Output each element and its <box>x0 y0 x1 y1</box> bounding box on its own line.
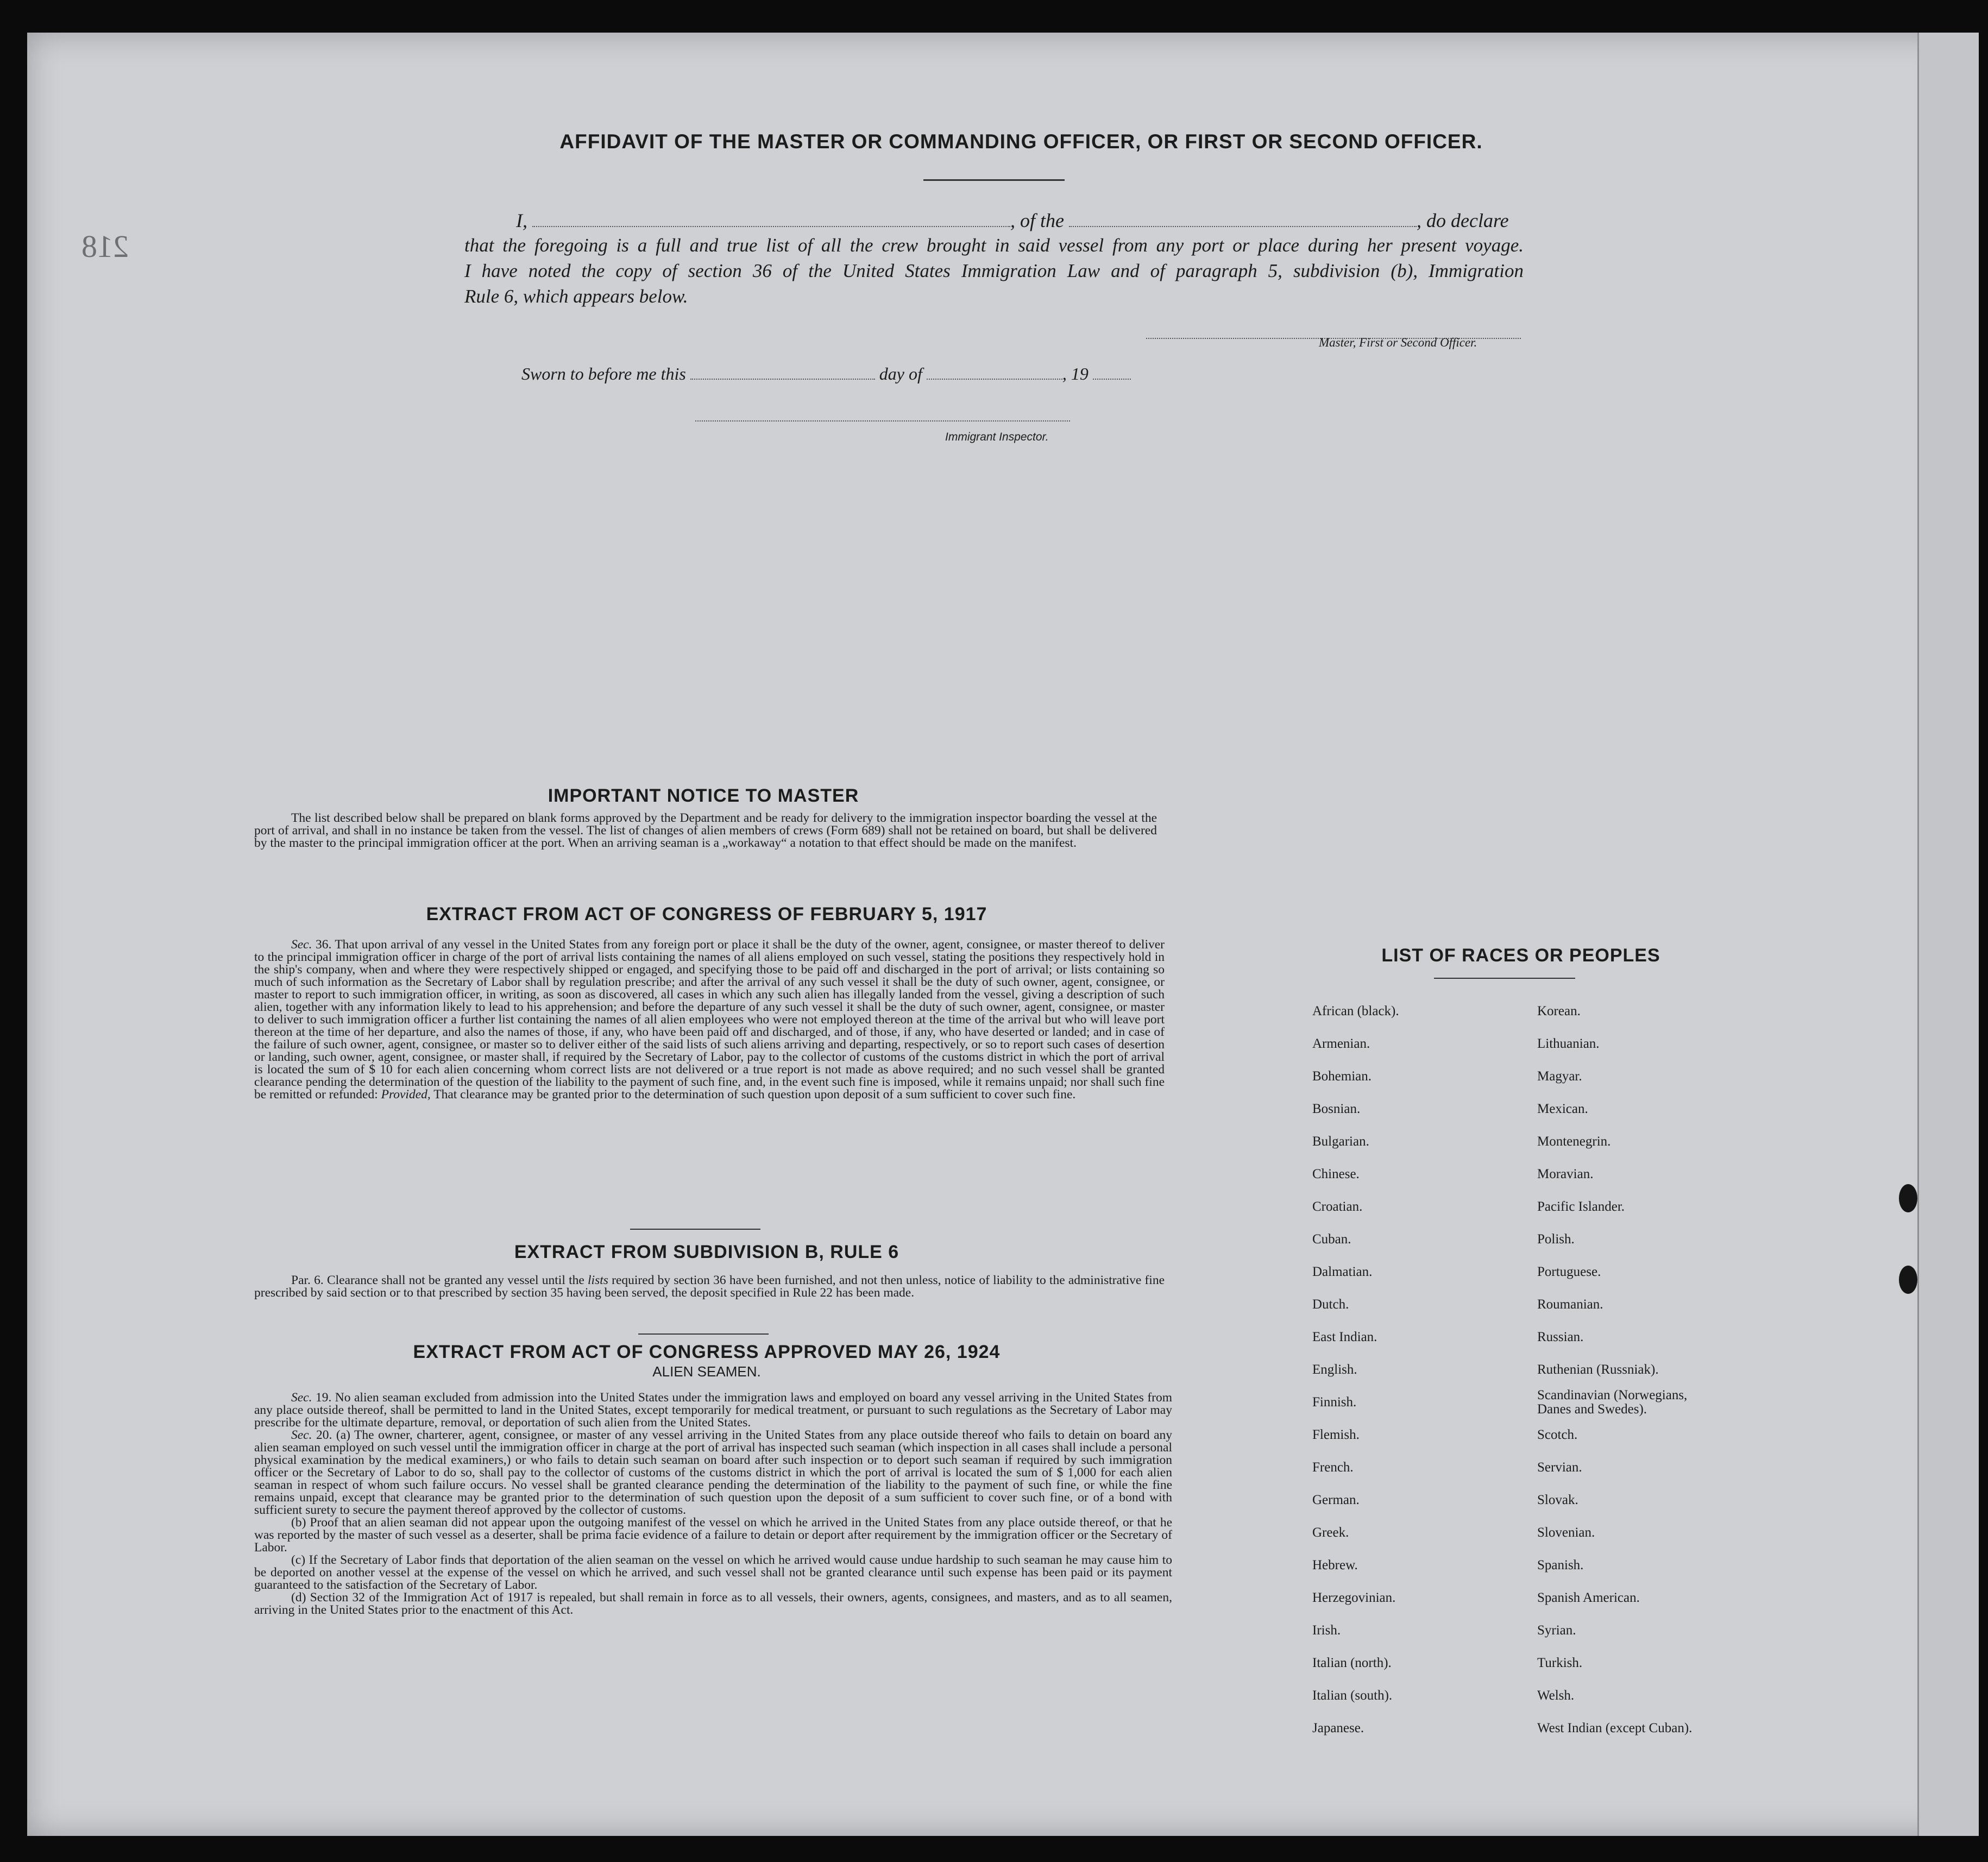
race-item: African (black). <box>1312 1004 1399 1018</box>
sec-20a-body: 20. (a) The owner, charterer, agent, consignee, or master of any vessel arriving in the United States from any place outside thereof who fails to detain on board any alien seaman employed on such vessel until the immigration officer in charge at the port of arrival has inspected such seaman (which inspection in all cases shall include a personal physical examination by the medical examiners,) or who fails to detain such seaman on board after such inspection or to deport such seaman if required by such immigration officer or the Secretary of Labor to do so, shall pay to the collector of customs of the customs district in which the port of arrival is located the sum of $ 1,000 for each alien seaman in respect of whom such failure occurs. No vessel shall be granted clearance pending the determination of the liability to the payment of such fine, or while the fine remains unpaid, except that clearance may be granted prior to the determination of such question upon the deposit of a sum sufficient to cover such fine, or of a bond with sufficient surety to secure the payment thereof approved by the collector of customs. <box>254 1428 1172 1517</box>
race-item: Montenegrin. <box>1537 1134 1611 1149</box>
sworn-day-field[interactable] <box>690 366 875 380</box>
rule-6-lists-word: lists <box>588 1273 608 1287</box>
race-item: Cuban. <box>1312 1232 1351 1247</box>
race-item: Italian (north). <box>1312 1656 1392 1670</box>
race-item: Polish. <box>1537 1232 1575 1247</box>
extract-1924-text <box>254 1392 1172 1616</box>
race-item: Finnish. <box>1312 1395 1357 1410</box>
race-item: Magyar. <box>1537 1069 1582 1084</box>
race-item: East Indian. <box>1312 1330 1377 1344</box>
race-item: Bulgarian. <box>1312 1134 1369 1149</box>
race-item: French. <box>1312 1460 1354 1475</box>
race-item: Scandinavian (Norwegians, Danes and Swedes). <box>1537 1388 1688 1417</box>
race-item: Chinese. <box>1312 1167 1360 1181</box>
extract-1917-text <box>254 939 1165 1101</box>
race-item: Ruthenian (Russniak). <box>1537 1362 1659 1377</box>
sec-19-paragraph <box>254 1392 1172 1429</box>
race-item: Korean. <box>1537 1004 1581 1018</box>
master-name-field[interactable] <box>532 213 1010 227</box>
race-item: Dalmatian. <box>1312 1265 1373 1279</box>
race-item: Turkish. <box>1537 1656 1583 1670</box>
inspector-signature-field[interactable] <box>695 407 1070 422</box>
affidavit-title: AFFIDAVIT OF THE MASTER OR COMMANDING OFFICER, OR FIRST OR SECOND OFFICER. <box>559 130 1483 153</box>
sec-20-label: Sec. <box>291 1428 312 1442</box>
sworn-year-field[interactable] <box>1093 366 1131 380</box>
race-item: Bosnian. <box>1312 1102 1361 1116</box>
race-item: Pacific Islander. <box>1537 1199 1625 1214</box>
sec-19-label: Sec. <box>291 1391 312 1405</box>
alien-seamen-subtitle: ALIEN SEAMEN. <box>652 1363 761 1380</box>
race-item: German. <box>1312 1493 1360 1507</box>
race-item: Irish. <box>1312 1623 1341 1638</box>
sec-20d-paragraph: (d) Section 32 of the Immigration Act of 1917 is repealed, but shall remain in force as to all vessels, their owners, agents, consignees, and masters, and as to all seamen, arriving in the United States prior to the enactment of this Act. <box>254 1590 1172 1617</box>
sec-19-body: 19. No alien seaman excluded from admission into the United States under the immigration laws and employed on board any vessel arriving in the United States from any place outside thereof, shall be permitted to land in the United States, except temporarily for medical treatment, or pursuant to such regulations as the Secretary of Labor may prescribe for the ultimate departure, removal, or deportation of such alien from the United States. <box>254 1391 1172 1430</box>
margin-page-number: 218 <box>81 229 129 264</box>
underlying-sheet-edge <box>1917 33 1979 1836</box>
affidavit-line-3: I have noted the copy of section 36 of the United States Immigration Law and of paragraph 5, subdivision (b), Immigration <box>464 260 1524 281</box>
sworn-month-field[interactable] <box>927 366 1062 380</box>
race-item: Scotch. <box>1537 1427 1578 1442</box>
race-item: Lithuanian. <box>1537 1036 1600 1051</box>
races-right-column <box>1537 995 1765 1745</box>
race-item: Mexican. <box>1537 1102 1588 1116</box>
divider-1917 <box>630 1229 760 1230</box>
year-label: , 19 <box>1062 364 1089 383</box>
notice-text: The list described below shall be prepared on blank forms approved by the Department and be ready for delivery to the immigration inspector boarding the vessel at the port of arrival, and shall in no instance be taken from the vessel. The list of changes of alien members of crews (Form 689) shall not be retained on board, but shall be delivered by the master to the principal immigration officer at the port. When an arriving seaman is a „workaway“ a notation to that effect should be made on the manifest. <box>254 811 1157 850</box>
races-divider <box>1434 978 1575 979</box>
punch-hole <box>1899 1184 1917 1212</box>
race-item: English. <box>1312 1362 1357 1377</box>
race-item: Italian (south). <box>1312 1688 1393 1703</box>
race-item: Servian. <box>1537 1460 1582 1475</box>
title-divider <box>923 179 1065 181</box>
race-item: Dutch. <box>1312 1297 1349 1312</box>
rule-6-text <box>254 1274 1165 1299</box>
race-item: Japanese. <box>1312 1721 1364 1735</box>
races-title: LIST OF RACES OR PEOPLES <box>1381 945 1660 966</box>
punch-hole <box>1899 1266 1917 1294</box>
race-item: Slovenian. <box>1537 1525 1595 1540</box>
race-item: Spanish. <box>1537 1558 1584 1572</box>
sec-20b-paragraph: (b) Proof that an alien seaman did not appear upon the outgoing manifest of the vessel on which he arrived in the United States from any place outside thereof, or that he was reported by the master of such vessel as a deserter, shall be prima facie evidence of a failure to detain or deport after requirement by the immigration officer or the Secretary of Labor. <box>254 1515 1172 1555</box>
affidavit-do-declare: , do declare <box>1416 210 1509 231</box>
sec-36-end: That clearance may be granted prior to the determination of such question upon deposit of a sum sufficient to cover such fine. <box>433 1087 1076 1102</box>
master-signature-label: Master, First or Second Officer. <box>1319 336 1477 349</box>
sec-36-body: 36. That upon arrival of any vessel in the United States from any foreign port or place it shall be the duty of the owner, agent, consignee, or master thereof to deliver to the principal immigration officer in charge of the port of arrival lists containing the names of all aliens employed on such vessel, stating the positions they respectively hold in the ship's company, when and where they were respectively shipped or engaged, and specifying those to be paid off and discharged in the port of arrival; or lists containing so much of such information as the Secretary of Labor shall by regulation prescribe; and after the arrival of any such vessel it shall be the duty of such owner, agent, consignee, or master to report to such immigration officer, in writing, as soon as discovered, all cases in which any such alien has illegally landed from the vessel, giving a description of such alien, together with any information likely to lead to his apprehension; and before the departure of any such vessel it shall be the duty of such owner, agent, consignee, or master to deliver to such immigration officer a further list containing the names of all alien employees who were not employed thereon at the time of the arrival but who will leave port thereon at the time of her departure, and also the names of those, if any, who have been paid off and discharged, and of those, if any, who have deserted or landed; and in case of the failure of such owner, agent, consignee, or master so to deliver either of the said lists of such aliens arriving and departing, respectively, or so to report such cases of desertion or landing, such owner, agent, consignee, or master shall, if required by the Secretary of Labor, pay to the collector of customs of the customs district in which the port of arrival is located the sum of $ 10 for each alien concerning whom correct lists are not delivered or a true report is not made as above required; and no such vessel shall be granted clearance pending the determination of the question of the liability to the payment of such fine, and, in the event such fine is imposed, while it remains unpaid; nor shall such fine be remitted or refunded: <box>254 938 1165 1102</box>
affidavit-of-the-label: , of the <box>1010 210 1064 231</box>
race-item: Flemish. <box>1312 1427 1360 1442</box>
rule-6-text-a: Par. 6. Clearance shall not be granted any vessel until the <box>291 1273 584 1287</box>
races-left-column <box>1312 995 1519 1745</box>
race-item: Armenian. <box>1312 1036 1370 1051</box>
vessel-name-field[interactable] <box>1069 213 1417 227</box>
affidavit-line-2: that the foregoing is a full and true list of all the crew brought in said vessel from any port or place during her present voyage. <box>464 235 1524 256</box>
sworn-label: Sworn to before me this <box>521 364 686 383</box>
race-item: Spanish American. <box>1537 1590 1640 1605</box>
race-item: Greek. <box>1312 1525 1349 1540</box>
sec-20a-paragraph <box>254 1429 1172 1517</box>
race-item: Roumanian. <box>1537 1297 1603 1312</box>
divider-rule-6 <box>638 1333 769 1335</box>
race-item: Bohemian. <box>1312 1069 1372 1084</box>
race-item: Hebrew. <box>1312 1558 1358 1572</box>
notice-title: IMPORTANT NOTICE TO MASTER <box>548 785 859 806</box>
rule-6-title: EXTRACT FROM SUBDIVISION B, RULE 6 <box>514 1242 899 1262</box>
extract-1924-title: EXTRACT FROM ACT OF CONGRESS APPROVED MAY 26, 1924 <box>413 1342 1001 1362</box>
race-item: Welsh. <box>1537 1688 1575 1703</box>
sec-20c-paragraph: (c) If the Secretary of Labor finds that deportation of the alien seaman on the vessel on which he arrived would cause undue hardship to such seaman he may cause him to be deported on another vessel at the expense of the vessel on which he arrived, and such vessel shall not be granted clearance until such expense has been paid or its payment guaranteed to the satisfaction of the Secretary of Labor. <box>254 1553 1172 1592</box>
affidavit-i-label: I, <box>516 210 527 231</box>
inspector-label: Immigrant Inspector. <box>945 431 1049 443</box>
race-item: Russian. <box>1537 1330 1584 1344</box>
extract-1917-title: EXTRACT FROM ACT OF CONGRESS OF FEBRUARY 5, 1917 <box>426 904 987 924</box>
race-item: West Indian (except Cuban). <box>1537 1721 1693 1735</box>
race-item: Moravian. <box>1537 1167 1594 1181</box>
sec-36-label: Sec. <box>291 938 312 952</box>
race-item: Slovak. <box>1537 1493 1578 1507</box>
affidavit-line-4: Rule 6, which appears below. <box>464 286 688 307</box>
race-item: Herzegovinian. <box>1312 1590 1396 1605</box>
race-item: Syrian. <box>1537 1623 1576 1638</box>
sworn-line <box>521 364 1131 384</box>
day-of-label: day of <box>879 364 922 383</box>
race-item: Portuguese. <box>1537 1265 1601 1279</box>
affidavit-declaration-line <box>516 209 1509 232</box>
provided-word: Provided, <box>381 1087 431 1102</box>
rule-6-text-b: required by section 36 have been furnished, and not then unless, notice of liability to the administrative fine prescribed by said section or to that prescribed by section 35 having been served, the deposit specified in Rule 22 has been made. <box>254 1273 1165 1300</box>
race-item: Croatian. <box>1312 1199 1363 1214</box>
